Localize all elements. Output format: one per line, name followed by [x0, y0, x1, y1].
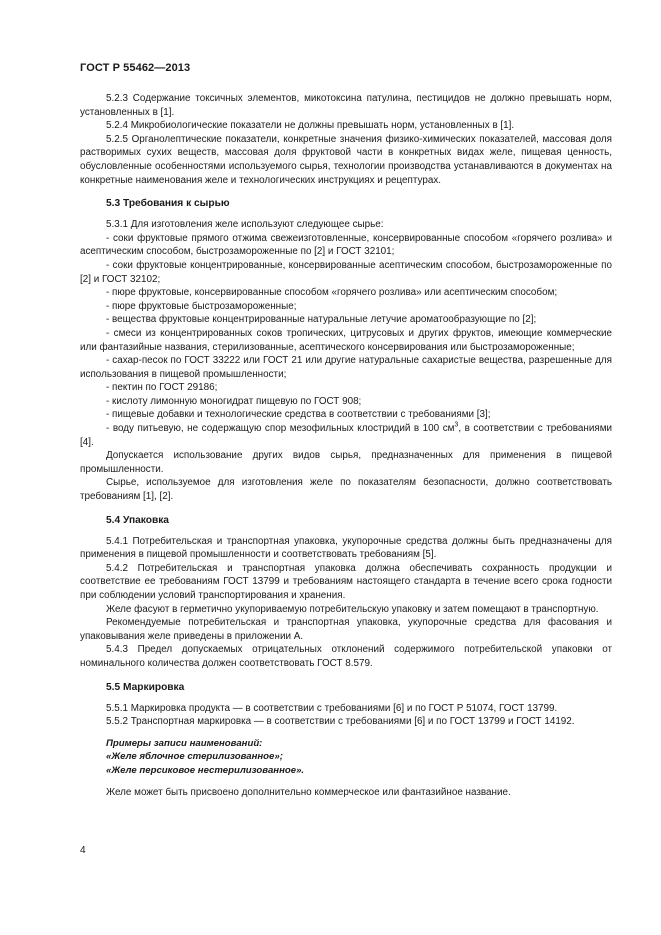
- paragraph-raw-safety: Сырье, используемое для изготовления желе по показателям безопасности, должно соответствовать требованиям [1], [2].: [80, 477, 612, 503]
- paragraph-commercial-name: Желе может быть присвоено дополнительно коммерческое или фантазийное название.: [106, 786, 511, 798]
- list-item: - соки фруктовые прямого отжима свежеизготовленные, консервированные способом «горячего розлива» и асептическим способом, быстрозамороженные по [2] и ГОСТ 32101;: [80, 232, 612, 258]
- list-item: - пюре фруктовые быстрозамороженные;: [106, 300, 297, 312]
- page-number: 4: [80, 845, 86, 856]
- paragraph-other-raw-materials: Допускается использование других видов сырья, предназначенных для применения в пищевой промышленности.: [80, 450, 612, 475]
- section-heading-5-3: 5.3 Требования к сырью: [106, 198, 230, 210]
- paragraph-5-3-1: 5.3.1 Для изготовления желе используют следующее сырье:: [106, 219, 384, 231]
- section-heading-5-5: 5.5 Маркировка: [106, 681, 185, 693]
- paragraph-5-5-2: 5.5.2 Транспортная маркировка — в соответствии с требованиями [6] и по ГОСТ 13799 и ГОСТ 14192.: [106, 716, 575, 728]
- paragraph-5-4-3: 5.4.3 Предел допускаемых отрицательных отклонений содержимого потребительской упаковки от номинального количества должен соответствовать ГОСТ 8.579.: [80, 644, 612, 669]
- paragraph-5-4-2: 5.4.2 Потребительская и транспортная упаковка должна обеспечивать сохранность продукции и соответствие ее требованиям ГОСТ 13799 и требованиям настоящего стандарта в течение всего срока годности при соблюдении условий транспортирования и хранения.: [80, 562, 612, 601]
- paragraph-5-4-1: 5.4.1 Потребительская и транспортная упаковка, укупорочные средства должны быть предназначены для применения в пищевой промышленности и соответствовать требованиям [5].: [80, 535, 612, 561]
- paragraph-5-2-5: 5.2.5 Органолептические показатели, конкретные значения физико-химических показателей, массовая доля растворимых сухих веществ, массовая доля фруктовой части в конкретных видах желе, пищевая ценность, обусловленные особенностями используемого сырья, технологии производства устанавливаются в документах на конкретные наименования желе и технологических инструкциях и рецептурах.: [80, 133, 612, 186]
- list-item: - пищевые добавки и технологические средства в соответствии с требованиями [3];: [106, 409, 491, 421]
- list-item: - сахар-песок по ГОСТ 33222 или ГОСТ 21 или другие натуральные сахаристые вещества, разрешенные для использования в пищевой промышленности;: [80, 355, 612, 380]
- paragraph-recommended-packaging: Рекомендуемые потребительская и транспортная упаковка, укупорочные средства для фасования и упаковывания желе приведены в приложении А.: [80, 617, 612, 642]
- example-item: «Желе персиковое нестерилизованное».: [106, 764, 305, 776]
- spacer: [80, 729, 612, 737]
- list-item: - смеси из концентрированных соков тропических, цитрусовых и других фруктов, имеющие коммерческие или фантазийные названия, стерилизованные, асептического консервирования или быстрозамороженные;: [80, 327, 612, 353]
- spacer: [80, 778, 612, 786]
- example-item: «Желе яблочное стерилизованное»;: [106, 751, 283, 763]
- paragraph-5-2-3: 5.2.3 Содержание токсичных элементов, микотоксина патулина, пестицидов не должно превышать норм, установленных в [1].: [80, 93, 612, 118]
- list-item: - пектин по ГОСТ 29186;: [106, 382, 218, 394]
- paragraph-5-2-4: 5.2.4 Микробиологические показатели не должны превышать норм, установленных в [1].: [106, 120, 515, 132]
- paragraph-packing: Желе фасуют в герметично укупориваемую потребительскую упаковку и затем помещают в транспортную.: [106, 603, 599, 615]
- water-text-end: , в соответствии с требованиями [4].: [80, 423, 612, 448]
- list-item: - соки фруктовые концентрированные, консервированные асептическим способом, быстрозамороженные по [2] и ГОСТ 32102;: [80, 259, 612, 285]
- water-text-start: - воду питьевую, не содержащую спор мезофильных клостридий в 100 см: [106, 423, 455, 435]
- document-body: [80, 92, 612, 799]
- section-heading-5-4: 5.4 Упаковка: [106, 514, 169, 526]
- list-item: - вещества фруктовые концентрированные натуральные летучие ароматообразующие по [2];: [106, 314, 537, 326]
- list-item: - пюре фруктовые, консервированные способом «горячего розлива» или асептическим способом;: [106, 287, 558, 299]
- paragraph-5-5-1: 5.5.1 Маркировка продукта — в соответствии с требованиями [6] и по ГОСТ Р 51074, ГОСТ 13799.: [106, 702, 558, 714]
- document-header: ГОСТ Р 55462—2013: [80, 62, 191, 74]
- cubic-superscript: 3: [454, 421, 459, 429]
- examples-title: Примеры записи наименований:: [106, 737, 263, 749]
- list-item: - кислоту лимонную моногидрат пищевую по ГОСТ 908;: [106, 395, 362, 407]
- list-item-water: [80, 422, 612, 449]
